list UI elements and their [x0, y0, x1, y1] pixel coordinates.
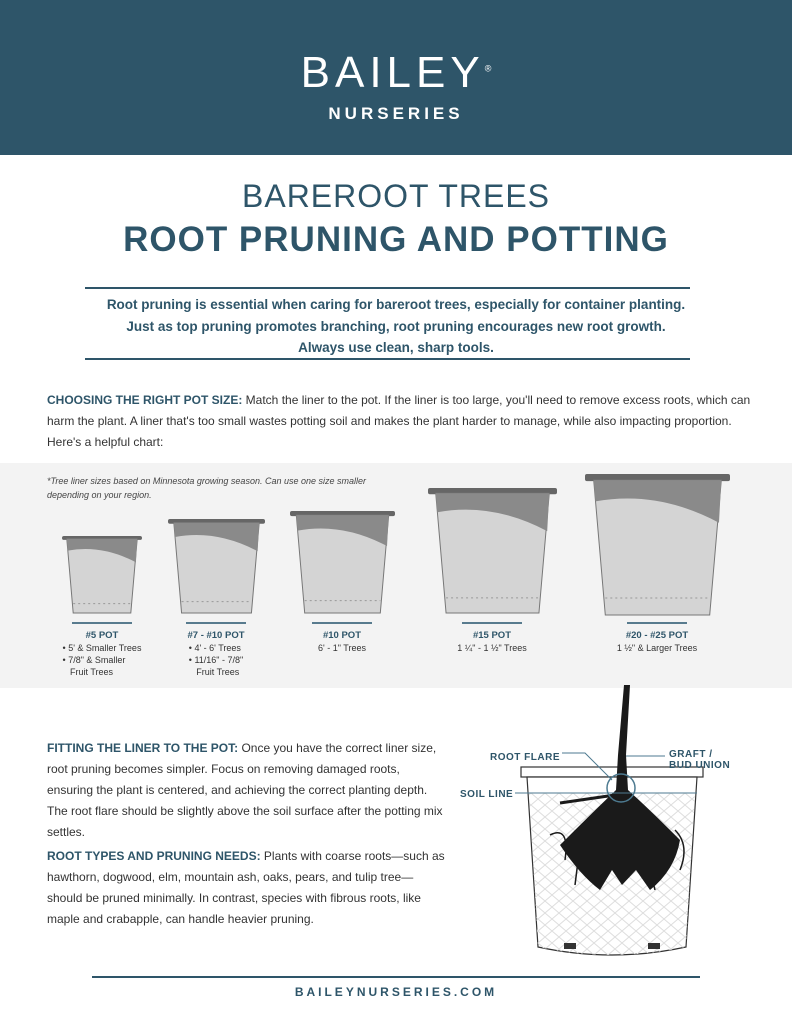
- section-fitting: [47, 738, 447, 843]
- footer-url[interactable]: BAILEYNURSERIES.COM: [294, 985, 498, 999]
- pot-label: [597, 622, 717, 654]
- pot-sizes: [318, 642, 366, 654]
- section-body: Once you have the correct liner size, root pruning becomes simpler. Focus on removing damaged roots, ensuring the plant is centered, and achieving the correct planting depth. The root flare should be slightly above the soil surface after the potting mix settles.: [47, 741, 443, 839]
- pot-name: #10 POT: [322, 630, 362, 641]
- pot-label: [282, 622, 402, 654]
- label-graft: GRAFT /: [669, 749, 713, 760]
- pot-icon: [290, 510, 395, 615]
- pot-name: #5 POT: [85, 630, 119, 641]
- pot-size-line: • 7/8" & Smaller: [62, 655, 126, 665]
- pot-size-line: • 4' - 6' Trees: [188, 643, 241, 653]
- label-root-flare: ROOT FLARE: [490, 752, 560, 763]
- pot-size-line: Fruit Trees: [62, 667, 114, 677]
- pot-label-rule: [72, 622, 132, 624]
- root-pruning-diagram: [440, 685, 792, 970]
- pot-size-line: • 5' & Smaller Trees: [62, 643, 142, 653]
- label-bud-union: BUD UNION: [669, 760, 731, 771]
- section-body: Plants with coarse roots—such as hawthorn, dogwood, elm, mountain ash, oaks, pears, and tulip tree—should be pruned minimally. In contrast, species with fibrous roots, like maple and crabapple, can handle heavier pruning.: [47, 849, 445, 926]
- section-heading: ROOT TYPES AND PRUNING NEEDS:: [47, 849, 261, 863]
- pot-size-line: Fruit Trees: [188, 667, 240, 677]
- section-heading: FITTING THE LINER TO THE POT:: [47, 741, 239, 755]
- intro-text: [60, 294, 732, 359]
- pot-label: [42, 622, 162, 678]
- pot-sizes: [189, 642, 243, 678]
- pot-label-rule: [627, 622, 687, 624]
- pot-sizes: [617, 642, 697, 654]
- pot-size-line: 1 ½" & Larger Trees: [616, 643, 698, 653]
- page-kicker: BAREROOT TREES: [242, 178, 550, 214]
- logo-nurseries: NURSERIES: [328, 104, 464, 123]
- pot-sizes: [63, 642, 142, 678]
- footer-divider: [92, 976, 700, 978]
- intro-line: Just as top pruning promotes branching, root pruning encourages new root growth.: [126, 318, 666, 334]
- section-pot-size: [47, 390, 752, 453]
- section-body: Match the liner to the pot. If the liner is too large, you'll need to remove excess roots, which can harm the plant. A liner that's too small wastes potting soil and makes the plant harder to manage, while also impacting proportion. Here's a helpful chart:: [47, 393, 751, 449]
- pot-size-line: 1 ¼" - 1 ½" Trees: [457, 643, 527, 653]
- pot-icon: [428, 487, 557, 615]
- divider: [85, 358, 690, 360]
- logo-bailey: BAILEY®: [300, 48, 492, 97]
- label-soil-line: SOIL LINE: [460, 789, 514, 800]
- pot-name: #20 - #25 POT: [625, 630, 689, 641]
- pot-icon: [62, 535, 142, 615]
- section-heading: CHOOSING THE RIGHT POT SIZE:: [47, 393, 243, 407]
- pot-label-rule: [312, 622, 372, 624]
- pot-label: [432, 622, 552, 654]
- pot-label-rule: [186, 622, 246, 624]
- divider: [85, 287, 690, 289]
- pot-name: #15 POT: [472, 630, 512, 641]
- pot-size-line: • 11/16" - 7/8": [188, 655, 244, 665]
- section-root-types: [47, 846, 447, 930]
- pot-label-rule: [462, 622, 522, 624]
- intro-line: Root pruning is essential when caring for bareroot trees, especially for container planting.: [106, 297, 686, 312]
- pot-name: #7 - #10 POT: [187, 630, 245, 641]
- page-title: ROOT PRUNING AND POTTING: [123, 220, 669, 259]
- pot-icon: [585, 473, 730, 617]
- pot-icon: [168, 518, 265, 615]
- pot-sizes: [457, 642, 526, 654]
- intro-line: Always use clean, sharp tools.: [298, 340, 494, 355]
- pot-size-line: 6' - 1" Trees: [318, 643, 366, 653]
- pot-chart-note: *Tree liner sizes based on Minnesota growing season. Can use one size smaller depending on your region.: [47, 476, 366, 500]
- pot-label: [156, 622, 276, 678]
